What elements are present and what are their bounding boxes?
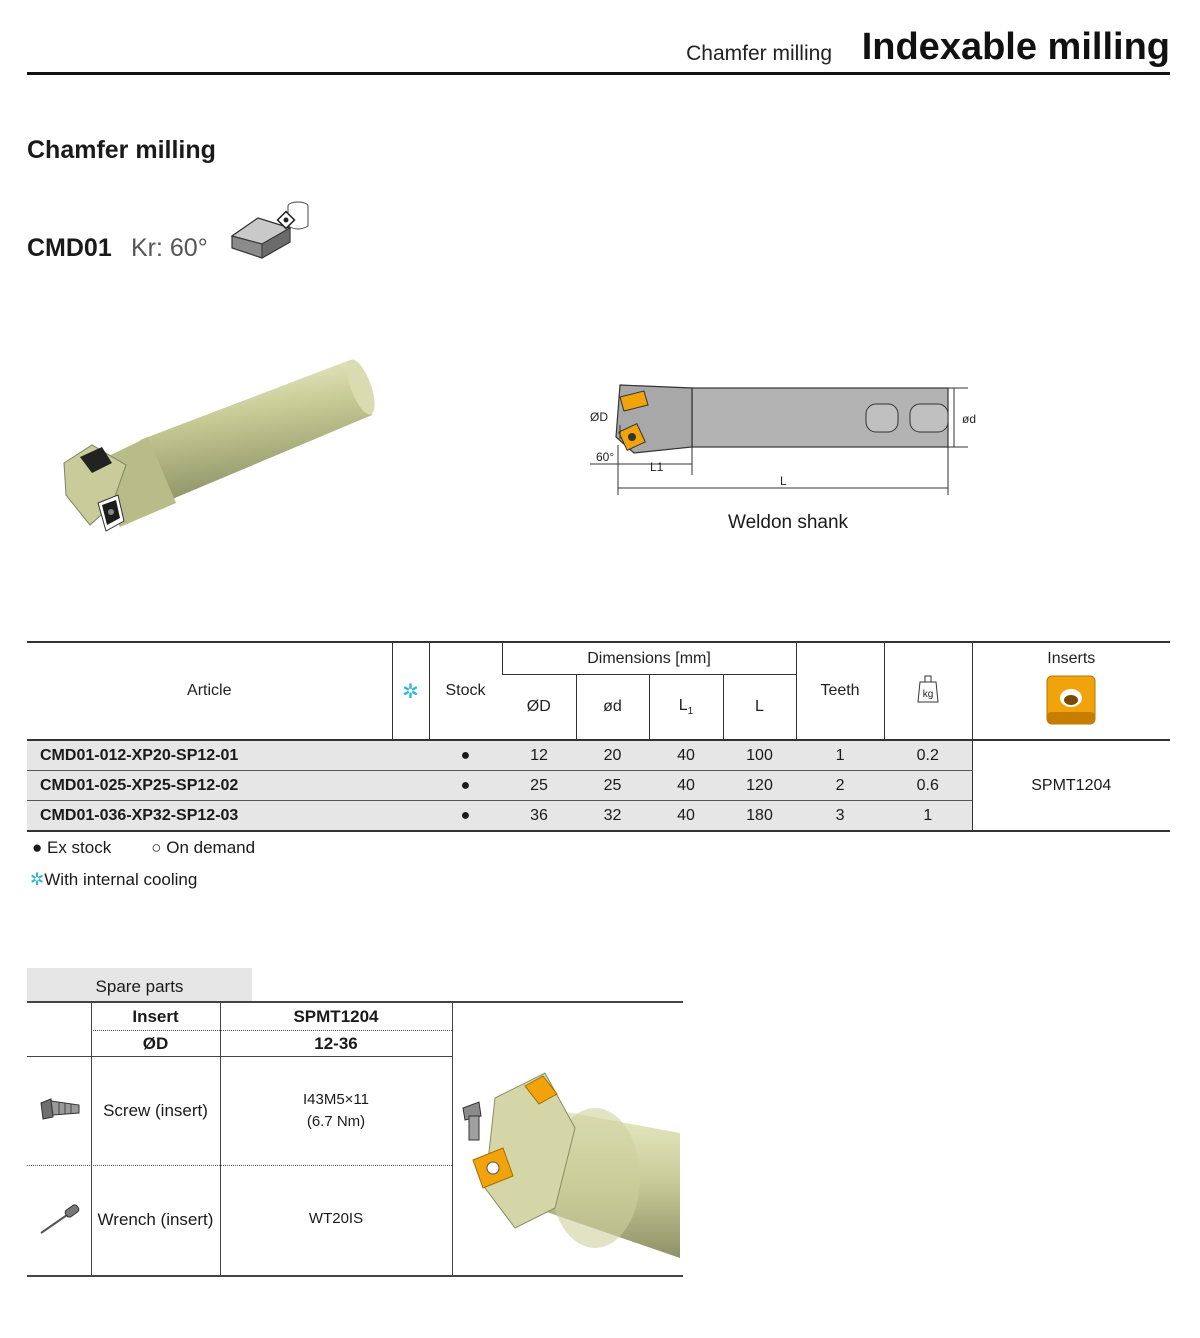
weight-icon <box>916 674 940 704</box>
article-code: CMD01-025-XP25-SP12-02 <box>27 771 392 801</box>
spare-parts-title: Spare parts <box>27 968 252 1001</box>
article-code: CMD01-012-XP20-SP12-01 <box>27 740 392 771</box>
L1-cell: 40 <box>649 801 723 832</box>
d-cell: 25 <box>576 771 649 801</box>
L1-cell: 40 <box>649 740 723 771</box>
header-cooling <box>392 642 429 740</box>
header-d: ød <box>576 675 649 741</box>
screw-icon <box>37 1093 83 1123</box>
divider <box>91 1030 452 1031</box>
spare-insert-value: SPMT1204 <box>293 1007 379 1026</box>
cooling-cell <box>392 740 429 771</box>
insert-icon <box>1043 672 1099 728</box>
spare-d-value: 12-36 <box>314 1034 358 1053</box>
header-inserts <box>972 642 1170 740</box>
d-cell: 32 <box>576 801 649 832</box>
article-code: CMD01-036-XP32-SP12-03 <box>27 801 392 832</box>
header-inserts-label: Inserts <box>1047 650 1096 667</box>
ex-stock-legend: ● Ex stock <box>32 838 112 857</box>
drawing-label-D: ØD <box>590 410 608 424</box>
header-rule <box>27 72 1170 75</box>
drawing-label-L1: L1 <box>650 460 664 474</box>
divider <box>27 1056 452 1057</box>
drawing-label-L: L <box>780 474 787 488</box>
header-dimensions: Dimensions [mm] <box>502 642 796 675</box>
weight-cell: 1 <box>884 801 972 832</box>
weight-cell: 0.2 <box>884 740 972 771</box>
cooling-icon: ✲ <box>402 680 419 703</box>
spare-parts-photo <box>455 1068 680 1263</box>
article-table <box>27 641 1170 832</box>
teeth-cell: 3 <box>796 801 884 832</box>
stock-legend <box>32 838 255 858</box>
header-weight <box>884 642 972 740</box>
cooling-legend-text: With internal cooling <box>44 870 198 889</box>
wrench-value: WT20IS <box>308 1210 364 1227</box>
screw-label: Screw (insert) <box>103 1101 208 1120</box>
wrench-icon <box>37 1203 83 1237</box>
header-title: Indexable milling <box>861 26 1170 68</box>
D-cell: 36 <box>502 801 576 832</box>
D-cell: 12 <box>502 740 576 771</box>
header-stock: Stock <box>429 642 502 740</box>
teeth-cell: 1 <box>796 740 884 771</box>
tool-photo <box>50 355 380 545</box>
screw-torque: (6.7 Nm) <box>306 1113 366 1130</box>
header-L: L <box>723 675 796 741</box>
weldon-shank-caption: Weldon shank <box>728 512 849 533</box>
d-cell: 20 <box>576 740 649 771</box>
svg-text:kg: kg <box>922 688 934 700</box>
spare-d-label: ØD <box>142 1034 169 1053</box>
weight-cell: 0.6 <box>884 771 972 801</box>
table-row <box>27 740 1170 771</box>
model-code: CMD01 <box>27 234 112 262</box>
cooling-cell <box>392 771 429 801</box>
chamfer-operation-icon <box>228 196 312 262</box>
L1-cell: 40 <box>649 771 723 801</box>
L-cell: 100 <box>723 740 796 771</box>
screw-value: I43M5×11 <box>302 1091 370 1108</box>
D-cell: 25 <box>502 771 576 801</box>
model-kr: Kr: 60° <box>131 234 208 262</box>
L-cell: 180 <box>723 801 796 832</box>
stock-cell: ● <box>429 801 502 832</box>
header-article: Article <box>187 682 232 699</box>
divider <box>452 1003 453 1275</box>
cooling-legend <box>30 870 197 890</box>
spare-insert-label: Insert <box>132 1007 179 1026</box>
divider <box>27 1165 452 1166</box>
teeth-cell: 2 <box>796 771 884 801</box>
insert-name: SPMT1204 <box>972 740 1170 831</box>
cooling-legend-icon: ✲ <box>30 870 45 889</box>
stock-cell: ● <box>429 771 502 801</box>
header-L1: $L_1$ <box>649 675 723 741</box>
L-cell: 120 <box>723 771 796 801</box>
drawing-label-d: ød <box>962 412 977 426</box>
drawing-label-angle: 60° <box>596 450 615 464</box>
header-D: ØD <box>526 698 551 715</box>
on-demand-legend: ○ On demand <box>151 838 256 857</box>
cooling-cell <box>392 801 429 832</box>
technical-drawing <box>588 375 988 500</box>
header-subtitle: Chamfer milling <box>686 42 832 65</box>
wrench-label: Wrench (insert) <box>97 1210 214 1229</box>
section-title: Chamfer milling <box>27 136 216 164</box>
header-teeth: Teeth <box>796 642 884 740</box>
stock-cell: ● <box>429 740 502 771</box>
